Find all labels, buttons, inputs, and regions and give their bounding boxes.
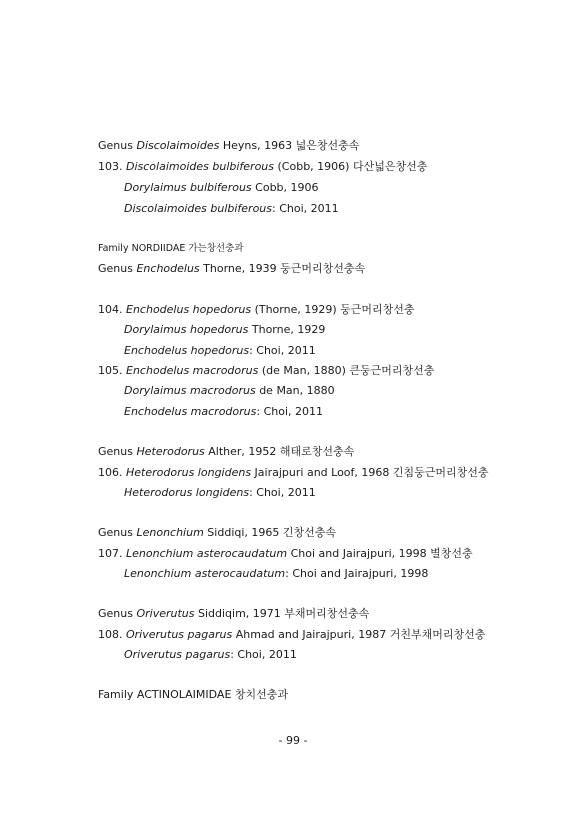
synonym-line (124, 567, 428, 581)
genus-heading (98, 445, 354, 459)
genus-word: Genus (98, 139, 137, 152)
family-heading: Family NORDIIDAE 가는창선충과 (98, 243, 244, 254)
species-name: Enchodelus macrodorus (126, 364, 259, 377)
family-heading: Family ACTINOLAIMIDAE 창치선충과 (98, 688, 289, 701)
species-entry (98, 160, 427, 174)
species-authority: (de Man, 1880) 큰둥근머리창선충 (258, 364, 435, 377)
genus-name: Lenonchium (136, 526, 204, 539)
synonym-authority: Cobb, 1906 (251, 181, 319, 194)
synonym-line (124, 405, 323, 419)
synonym-name: Heterodorus longidens (124, 486, 250, 499)
genus-word: Genus (98, 526, 137, 539)
species-name: Enchodelus hopedorus (126, 303, 252, 316)
species-entry (98, 364, 434, 378)
species-number: 104. (98, 303, 126, 316)
synonym-authority: Thorne, 1929 (248, 323, 326, 336)
species-authority: (Cobb, 1906) 다산넓은창선충 (274, 160, 428, 173)
species-authority: Ahmad and Jairajpuri, 1987 거친부채머리창선충 (232, 628, 486, 641)
genus-heading (98, 139, 359, 153)
genus-word: Genus (98, 445, 137, 458)
synonym-name: Lenonchium asterocaudatum (124, 567, 286, 580)
genus-authority: Alther, 1952 해태로창선충속 (204, 445, 355, 458)
genus-name: Enchodelus (136, 262, 200, 275)
species-entry (98, 466, 489, 480)
species-name: Discolaimoides bulbiferous (126, 160, 275, 173)
synonym-authority: de Man, 1880 (255, 384, 335, 397)
synonym-authority: : Choi, 2011 (272, 202, 339, 215)
synonym-authority: : Choi, 2011 (256, 405, 324, 418)
synonym-authority: : Choi and Jairajpuri, 1998 (285, 567, 429, 580)
genus-heading (98, 526, 336, 540)
species-number: 107. (98, 547, 126, 560)
species-authority: Choi and Jairajpuri, 1998 별창선충 (287, 547, 473, 560)
synonym-line (124, 486, 316, 500)
genus-authority: Thorne, 1939 둥근머리창선충속 (199, 262, 366, 275)
synonym-line (124, 344, 316, 358)
genus-authority: Siddiqim, 1971 부채머리창선충속 (194, 607, 370, 620)
page-number: - 99 - (278, 734, 308, 747)
synonym-line (124, 384, 335, 398)
species-authority: (Thorne, 1929) 둥근머리창선충 (251, 303, 415, 316)
genus-heading (98, 262, 365, 276)
synonym-name: Oriverutus pagarus (124, 648, 231, 661)
synonym-line (124, 181, 319, 195)
species-name: Heterodorus longidens (126, 466, 252, 479)
species-authority: Jairajpuri and Loof, 1968 긴침둥근머리창선충 (251, 466, 489, 479)
synonym-authority: : Choi, 2011 (249, 344, 316, 357)
species-name: Lenonchium asterocaudatum (126, 547, 288, 560)
synonym-name: Dorylaimus macrodorus (124, 384, 256, 397)
synonym-line (124, 648, 297, 662)
species-entry (98, 628, 485, 642)
synonym-name: Enchodelus hopedorus (124, 344, 250, 357)
synonym-line (124, 202, 339, 216)
synonym-authority: : Choi, 2011 (230, 648, 297, 661)
species-number: 108. (98, 628, 126, 641)
species-number: 105. (98, 364, 126, 377)
synonym-authority: : Choi, 2011 (249, 486, 316, 499)
species-number: 103. (98, 160, 126, 173)
genus-authority: Siddiqi, 1965 긴창선충속 (203, 526, 337, 539)
genus-word: Genus (98, 262, 137, 275)
synonym-name: Discolaimoides bulbiferous (124, 202, 273, 215)
synonym-name: Dorylaimus bulbiferous (124, 181, 252, 194)
genus-authority: Heyns, 1963 넓은창선충속 (219, 139, 360, 152)
synonym-line (124, 323, 325, 337)
synonym-name: Dorylaimus hopedorus (124, 323, 249, 336)
synonym-name: Enchodelus macrodorus (124, 405, 257, 418)
genus-word: Genus (98, 607, 137, 620)
genus-name: Heterodorus (136, 445, 205, 458)
genus-name: Discolaimoides (136, 139, 220, 152)
species-number: 106. (98, 466, 126, 479)
species-entry (98, 303, 415, 317)
species-name: Oriverutus pagarus (126, 628, 233, 641)
species-entry (98, 547, 473, 561)
genus-heading (98, 607, 369, 621)
genus-name: Oriverutus (136, 607, 195, 620)
